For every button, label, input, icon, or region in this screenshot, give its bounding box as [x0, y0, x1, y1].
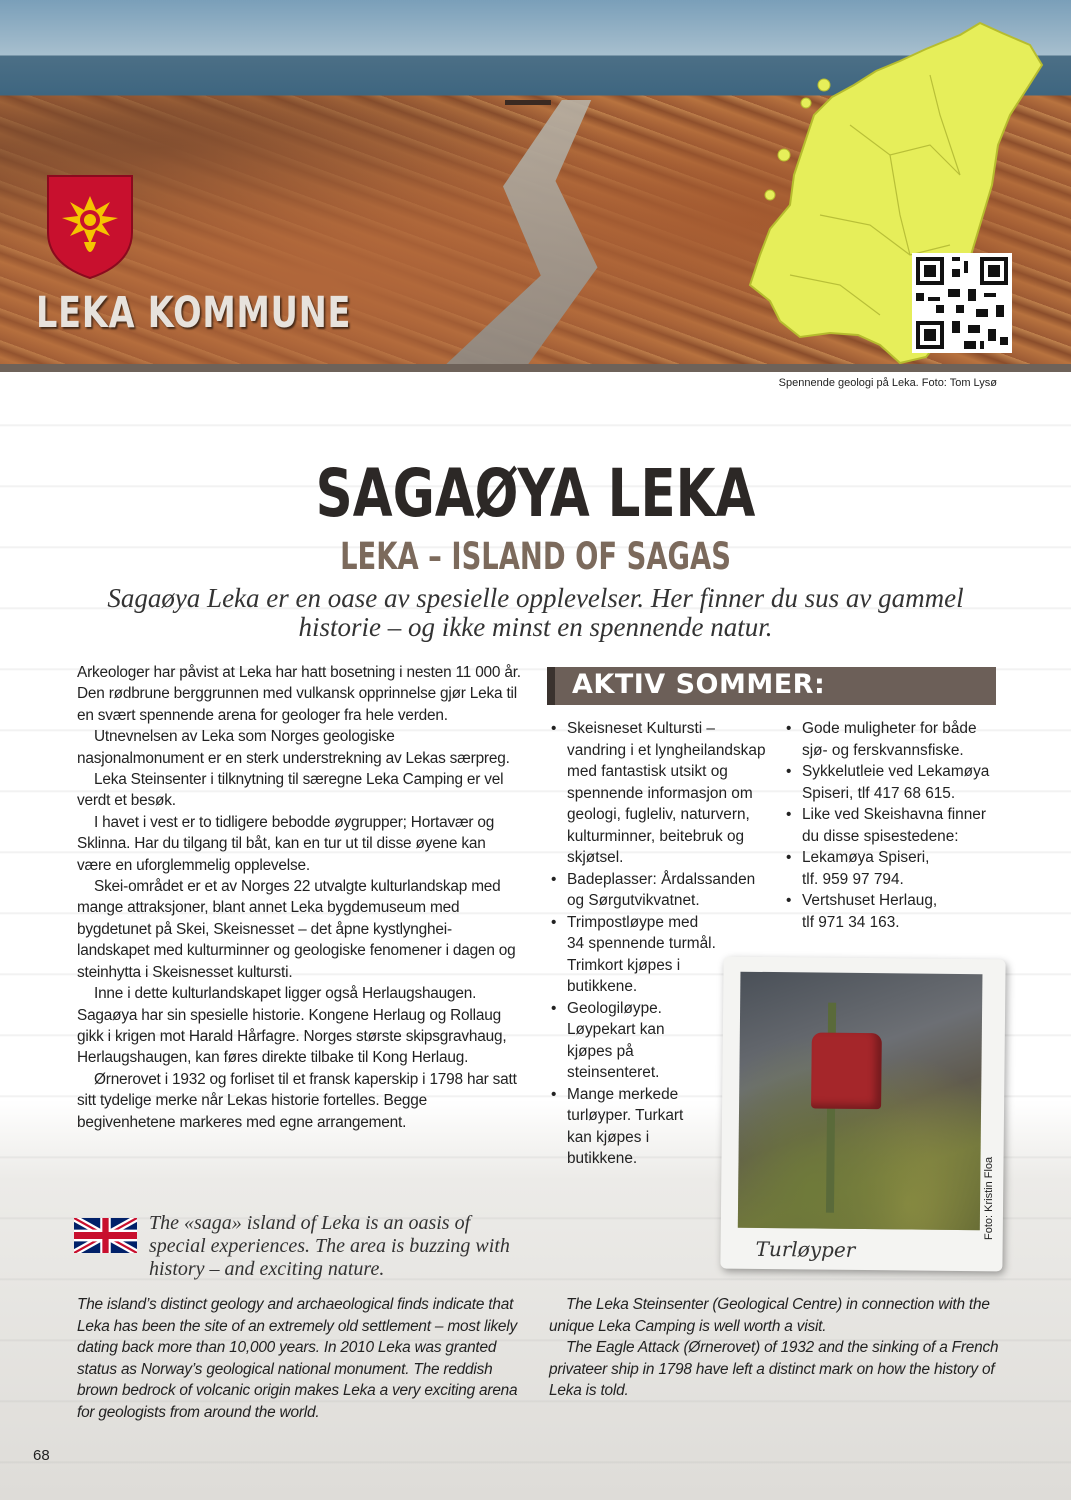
uk-flag-icon: [74, 1218, 137, 1253]
list-item: • Like ved Skeishavna finner du disse spisestedene:: [786, 804, 996, 847]
body-paragraph: Skei-området er et av Norges 22 utvalgte kulturlandskap med mange attraksjoner, blant annet Leka bygdemuseum med bygdetunet på Skei, Skeisnesset – det åpne kystlynghei-landskapet med kulturminner og geologiske fenomener i dagen og steinhytta i Skeisnesset kultursti.: [77, 878, 516, 981]
body-paragraph: Arkeologer har påvist at Leka har hatt bosetning i nesten 11 000 år. Den rødbrune berggrunnen med vulkansk opprinnelse gjør Leka til en svært spennende arena for geologer fra hele verden.: [77, 664, 521, 724]
page-subtitle: LEKA – ISLAND OF SAGAS: [340, 535, 731, 578]
polaroid-caption: Turløyper: [755, 1236, 856, 1262]
body-paragraph: Inne i dette kulturlandskapet ligger også Herlaugshaugen. Sagaøya har sin spesielle historie. Kongene Herlaug og Rollaug gikk i krigen mot Harald Hårfagre. Norges største skipsgravhaug, Herlaugshaugen, kan føres direkte tilbake til Kong Herlaug.: [77, 985, 507, 1067]
english-column-1: [77, 1294, 529, 1423]
polaroid-credit: Foto: Kristin Floa: [983, 1156, 995, 1240]
kommune-title: LEKA KOMMUNE: [36, 288, 352, 338]
body-paragraph: I havet i vest er to tidligere bebodde øygrupper; Hortavær og Sklinna. Har du tilgang til båt, kan en tur ut til disse øyene kan være en uforglemmelig opplevelse.: [77, 813, 495, 874]
header-divider: [0, 364, 1071, 372]
list-item: • Geologiløype. Løypekart kan kjøpes på steinsenteret.: [551, 998, 672, 1084]
list-item: • Vertshuset Herlaug, tlf 971 34 163.: [786, 890, 952, 933]
intro-text: Sagaøya Leka er en oase av spesielle opplevelser. Her finner du sus av gammel historie – og ikke minst en spennende natur.: [107, 583, 964, 642]
list-item: • Sykkelutleie ved Lekamøya Spiseri, tlf 417 68 615.: [786, 761, 996, 804]
photo-credit: Spennende geologi på Leka. Foto: Tom Lysø: [778, 377, 997, 389]
page-title: SAGAØYA LEKA: [315, 455, 756, 532]
picnic-table: [505, 100, 551, 127]
english-paragraph: The Leka Steinsenter (Geological Centre) in connection with the unique Leka Camping is well worth a visit.: [549, 1296, 990, 1335]
english-column-2: [549, 1294, 1001, 1402]
body-paragraph: Utnevnelsen av Leka som Norges geologiske nasjonalmonument er en sterk understrekning av Lekas særpreg.: [77, 728, 510, 767]
polaroid-photo: [720, 957, 1005, 1272]
red-mailbox: [811, 1032, 882, 1109]
english-intro: The «saga» island of Leka is an oasis of special experiences. The area is buzzing with history – and exciting nature.: [149, 1212, 510, 1280]
mailbox-photo: [738, 972, 983, 1231]
aktiv-list-right: [786, 718, 996, 933]
english-paragraph: The island’s distinct geology and archaeological finds indicate that Leka has been the site of an extremely old settlement – most likely dating back more than 10,000 years. In 2010 Leka was granted status as Norway’s geological national monument. The reddish brown bedrock of volcanic origin makes Leka a very exciting arena for geologists from around the world.: [77, 1296, 518, 1421]
body-paragraph: Leka Steinsenter i tilknytning til særegne Leka Camping er vel verdt et besøk.: [77, 771, 504, 810]
list-item: • Trimpostløype med 34 spennende turmål. Trimkort kjøpes i butikkene.: [551, 912, 717, 998]
list-item: • Mange merkede turløyper. Turkart kan kjøpes i butikkene.: [551, 1084, 697, 1170]
aktiv-sommer-heading: AKTIV SOMMER:: [572, 669, 826, 700]
header-photo: [0, 0, 1071, 372]
region-map-icon: [730, 15, 1070, 365]
list-item: • Lekamøya Spiseri, tlf. 959 97 794.: [786, 847, 942, 890]
trail-path: [440, 100, 650, 370]
leka-crest-icon: [44, 172, 136, 280]
body-text-column: [77, 662, 521, 1133]
list-item: • Badeplasser: Årdalssanden og Sørgutvikvatnet.: [551, 869, 771, 912]
header-accent-bar: [547, 667, 555, 705]
body-paragraph: Ørnerovet i 1932 og forliset til et fransk kaperskip i 1798 har satt sitt tydelige merke når Lekas historie fortelles. Begge begivenhetene markeres med egne arrangement.: [77, 1070, 517, 1131]
page-number: 68: [33, 1447, 50, 1464]
aktiv-sommer-header: [547, 667, 996, 705]
qr-code-icon[interactable]: [912, 253, 1012, 353]
list-item: • Gode muligheter for både sjø- og ferskvannsfiske.: [786, 718, 996, 761]
list-item: • Skeisneset Kultursti – vandring i et lyngheilandskap med fantastisk utsikt og spennende informasjon om geologi, fugleliv, naturvern, kulturminner, beitebruk og skjøtsel.: [551, 718, 771, 869]
english-paragraph: The Eagle Attack (Ørnerovet) of 1932 and the sinking of a French privateer ship in 1798 have left a distinct mark on how the history of Leka is told.: [549, 1339, 999, 1399]
